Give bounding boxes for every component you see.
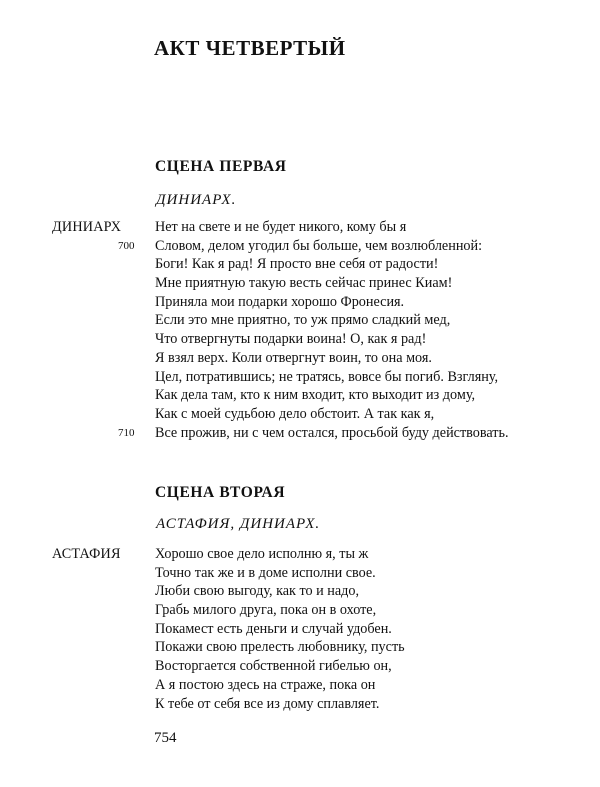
verse-line	[0, 676, 600, 695]
verse-line	[0, 582, 600, 601]
verse-text: Что отвергнуты подарки воина! О, как я рад!	[155, 331, 427, 348]
verse-line	[0, 274, 600, 293]
verse-line	[0, 424, 600, 443]
verse-line	[0, 218, 600, 237]
verse-text: Я взял верх. Коли отвергнут воин, то она моя.	[155, 349, 432, 366]
line-number: 710	[118, 426, 135, 439]
speaker-name: ДИНИАРХ	[52, 219, 122, 235]
verse-text: Точно так же и в доме исполни свое.	[155, 564, 376, 581]
scene-1-title: СЦЕНА ПЕРВАЯ	[155, 158, 287, 175]
verse-line	[0, 330, 600, 349]
verse-text: Если это мне приятно, то уж прямо сладкий мед,	[155, 312, 451, 329]
verse-text: Покамест есть деньги и случай удобен.	[155, 620, 392, 637]
verse-text: Хорошо свое дело исполню я, ты ж	[155, 546, 369, 562]
verse-line	[0, 405, 600, 424]
scene-1-cast-list: ДИНИАРХ.	[156, 192, 237, 208]
scene-2-verse	[0, 545, 600, 713]
verse-line	[0, 657, 600, 676]
verse-line	[0, 545, 600, 564]
page-number: 754	[154, 730, 177, 746]
verse-text: А я постою здесь на страже, пока он	[155, 676, 376, 693]
verse-line	[0, 695, 600, 714]
verse-text: Нет на свете и не будет никого, кому бы я	[155, 219, 407, 235]
verse-text: Словом, делом угодил бы больше, чем возлюбленной:	[155, 237, 483, 254]
verse-text: Как с моей судьбою дело обстоит. А так как я,	[155, 405, 435, 422]
verse-text: Приняла мои подарки хорошо Фронесия.	[155, 293, 405, 310]
verse-text: Цел, потратившись; не тратясь, вовсе бы погиб. Взгляну,	[155, 368, 499, 385]
scene-2-title: СЦЕНА ВТОРАЯ	[155, 484, 286, 501]
verse-line	[0, 237, 600, 256]
verse-line	[0, 601, 600, 620]
verse-text: Люби свою выгоду, как то и надо,	[155, 583, 360, 600]
verse-text: Все прожив, ни с чем остался, просьбой буду действовать.	[155, 424, 509, 441]
verse-text: Восторгается собственной гибелью он,	[155, 658, 392, 675]
verse-text: Как дела там, кто к ним входит, кто выходит из дому,	[155, 387, 476, 404]
verse-line	[0, 293, 600, 312]
verse-text: Грабь милого друга, пока он в охоте,	[155, 602, 377, 619]
verse-text: К тебе от себя все из дому сплавляет.	[155, 695, 380, 712]
verse-text: Покажи свою прелесть любовнику, пусть	[155, 639, 405, 656]
verse-line	[0, 638, 600, 657]
scene-1-verse	[0, 218, 600, 442]
verse-line	[0, 564, 600, 583]
verse-line	[0, 255, 600, 274]
scene-2-cast-list: АСТАФИЯ, ДИНИАРХ.	[156, 516, 321, 532]
speaker-name: АСТАФИЯ	[52, 546, 121, 562]
verse-text: Мне приятную такую весть сейчас принес Киам!	[155, 275, 453, 292]
verse-line	[0, 386, 600, 405]
verse-line	[0, 368, 600, 387]
verse-line	[0, 311, 600, 330]
act-title: АКТ ЧЕТВЕРТЫЙ	[154, 36, 346, 60]
verse-line	[0, 620, 600, 639]
verse-text: Боги! Как я рад! Я просто вне себя от радости!	[155, 256, 439, 273]
line-number: 700	[118, 239, 135, 252]
verse-line	[0, 349, 600, 368]
